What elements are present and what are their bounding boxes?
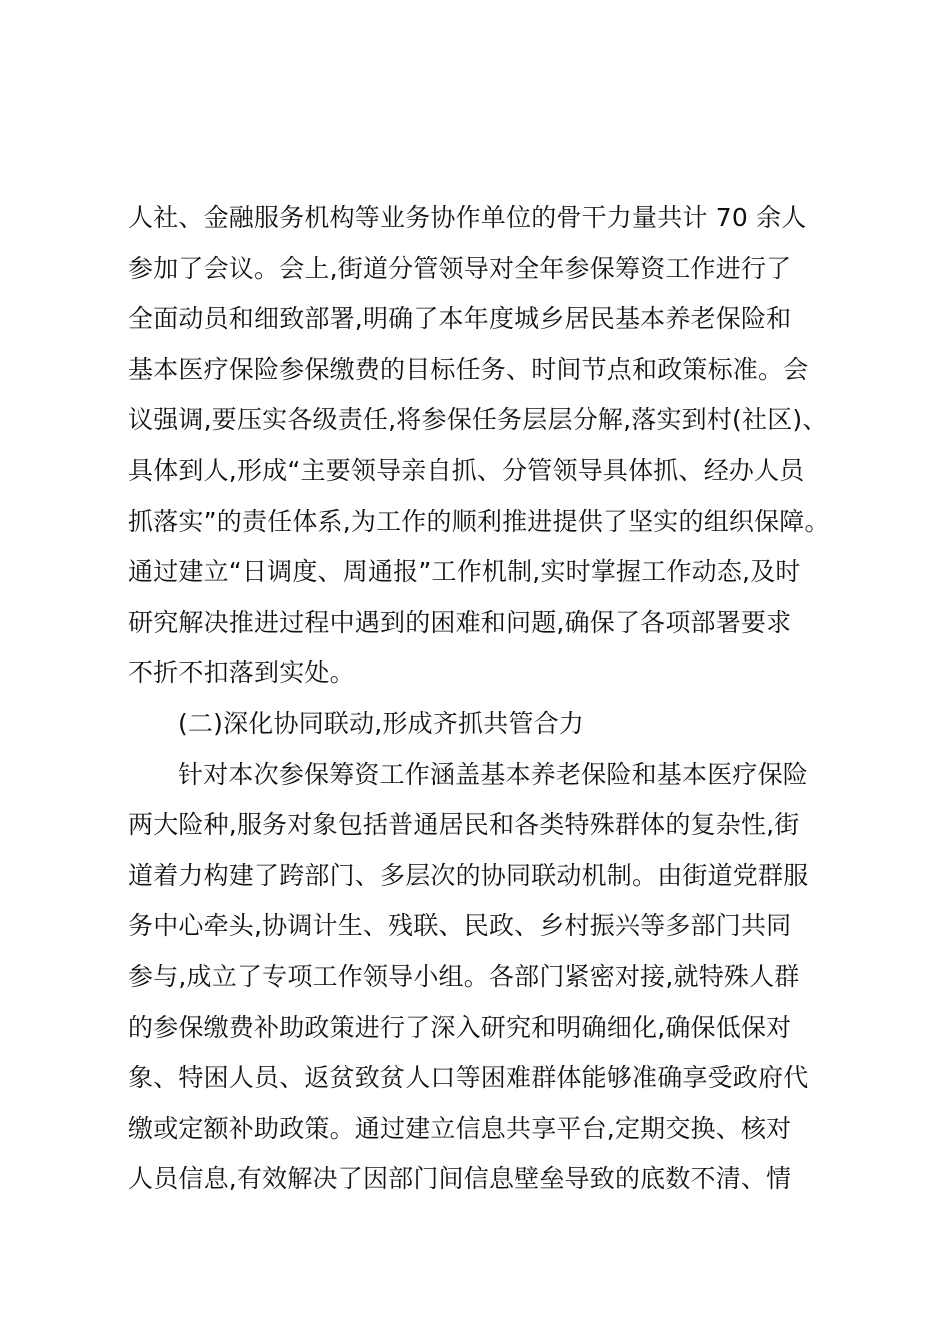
text-line: 人社、金融服务机构等业务协作单位的骨干力量共计 70 余人 bbox=[128, 203, 807, 232]
paragraph-1 bbox=[128, 193, 828, 699]
section-heading: (二)深化协同联动,形成齐抓共管合力 bbox=[178, 708, 585, 738]
document-body bbox=[128, 193, 828, 1205]
text-line: 缴或定额补助政策。通过建立信息共享平台,定期交换、核对 bbox=[128, 1113, 792, 1143]
text-line: 两大险种,服务对象包括普通居民和各类特殊群体的复杂性,街 bbox=[128, 810, 800, 840]
text-line: 全面动员和细致部署,明确了本年度城乡居民基本养老保险和 bbox=[128, 304, 792, 334]
text-line: 研究解决推进过程中遇到的困难和问题,确保了各项部署要求 bbox=[128, 607, 792, 637]
text-line: 针对本次参保筹资工作涵盖基本养老保险和基本医疗保险 bbox=[178, 759, 809, 789]
text-line: 通过建立“日调度、周通报”工作机制,实时掌握工作动态,及时 bbox=[128, 557, 801, 587]
text-line: 道着力构建了跨部门、多层次的协同联动机制。由街道党群服 bbox=[128, 860, 809, 890]
text-line: 不折不扣落到实处。 bbox=[128, 658, 355, 688]
text-line: 抓落实”的责任体系,为工作的顺利推进提供了坚实的组织保障。 bbox=[128, 506, 830, 536]
text-line: 参加了会议。会上,街道分管领导对全年参保筹资工作进行了 bbox=[128, 253, 792, 283]
text-line: 务中心牵头,协调计生、残联、民政、乡村振兴等多部门共同 bbox=[128, 911, 792, 941]
text-line: 参与,成立了专项工作领导小组。各部门紧密对接,就特殊人群 bbox=[128, 961, 800, 991]
paragraph-2 bbox=[128, 750, 828, 1205]
text-line: 具体到人,形成“主要领导亲自抓、分管领导具体抓、经办人员 bbox=[128, 455, 805, 485]
text-line: 议强调,要压实各级责任,将参保任务层层分解,落实到村(社区)、 bbox=[128, 405, 828, 435]
text-line: 基本医疗保险参保缴费的目标任务、时间节点和政策标准。会 bbox=[128, 354, 809, 384]
text-line: 的参保缴费补助政策进行了深入研究和明确细化,确保低保对 bbox=[128, 1012, 792, 1042]
text-line: 象、特困人员、返贫致贫人口等困难群体能够准确享受政府代 bbox=[128, 1063, 809, 1093]
text-line: 人员信息,有效解决了因部门间信息壁垒导致的底数不清、情 bbox=[128, 1164, 792, 1194]
